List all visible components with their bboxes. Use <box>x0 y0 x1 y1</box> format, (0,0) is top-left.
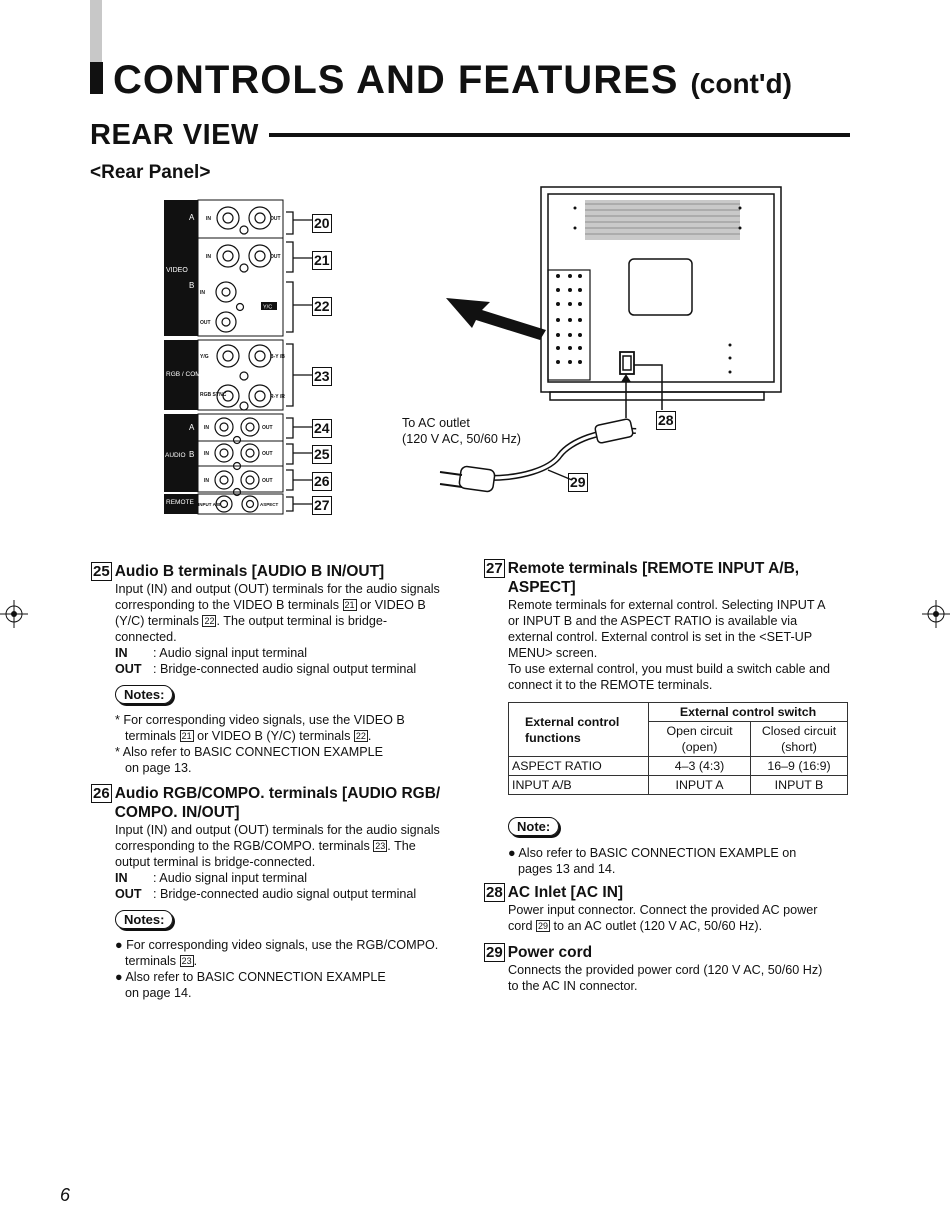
item-25-notes-label: Notes: <box>115 685 173 704</box>
item-25-heading <box>91 562 461 581</box>
page-title <box>90 58 792 102</box>
monitor-rear-illustration <box>400 180 790 500</box>
label-vb-in: IN <box>206 254 211 260</box>
callout-21: 21 <box>314 252 330 268</box>
th-switch: External control switch <box>649 703 848 722</box>
label-by: B-Y /B <box>270 354 285 360</box>
item-26-text-2: corresponding to the RGB/COMPO. terminals 23 . The <box>115 839 416 853</box>
label-yc: Y/C <box>263 304 273 311</box>
item-26-text-1: Input (IN) and output (OUT) terminals for the audio signals <box>115 823 440 837</box>
label-audio: AUDIO <box>165 452 186 459</box>
cell-open: 4–3 (4:3) <box>649 757 751 776</box>
item-26-out-def: OUT : Bridge-connected audio signal output terminal <box>115 887 417 901</box>
item-29-text-1: Connects the provided power cord (120 V AC, 50/60 Hz) <box>508 963 823 977</box>
item-29-number: 29 <box>486 944 503 961</box>
item-26-heading <box>91 784 461 822</box>
item-25-note-2: * Also refer to BASIC CONNECTION EXAMPLE <box>115 745 384 759</box>
item-27-heading <box>484 559 854 597</box>
cell-func: INPUT A/B <box>509 776 649 795</box>
th-open: Open circuit (open) <box>649 722 751 757</box>
callout-22: 22 <box>314 298 330 314</box>
page-number: 6 <box>60 1185 71 1205</box>
callout-23: 23 <box>314 368 330 384</box>
item-25-text-2: corresponding to the VIDEO B terminals 21 or VIDEO B <box>115 598 426 612</box>
item-27-note-1: ● Also refer to BASIC CONNECTION EXAMPLE on <box>508 846 797 860</box>
item-28-title: AC Inlet [AC IN] <box>507 884 624 901</box>
item-25-title: Audio B terminals [AUDIO B IN/OUT] <box>114 563 385 580</box>
item-29-heading <box>484 943 854 962</box>
item-25-out-def: OUT : Bridge-connected audio signal output terminal <box>115 662 417 676</box>
label-ab-in: IN <box>204 451 209 457</box>
label-aa-out: OUT <box>262 425 273 431</box>
label-input-ab: INPUT A/B <box>198 502 221 507</box>
item-25-text-4: connected. <box>115 630 177 644</box>
item-25-note-1: * For corresponding video signals, use the VIDEO B <box>115 713 405 727</box>
item-27-title: Remote terminals [REMOTE INPUT A/B, ASPECT] <box>507 560 800 596</box>
item-28-text-2: cord 29 to an AC outlet (120 V AC, 50/60 Hz). <box>508 919 763 933</box>
label-rgb-sync: RGB SYNC <box>200 392 227 398</box>
item-29 <box>484 943 854 994</box>
item-26-notes-label: Notes: <box>115 910 173 929</box>
item-27-number: 27 <box>486 560 503 577</box>
item-26-number: 26 <box>93 785 110 802</box>
item-27 <box>484 559 854 693</box>
label-va-in: IN <box>206 216 211 222</box>
callout-25: 25 <box>314 446 330 462</box>
label-ry: R-Y /R <box>270 394 285 400</box>
label-yg: Y/G <box>200 354 209 360</box>
callout-26: 26 <box>314 473 330 489</box>
item-27-note-label: Note: <box>508 817 559 836</box>
item-26-note-2: ● Also refer to BASIC CONNECTION EXAMPLE <box>115 970 386 984</box>
item-27-note-block <box>508 817 848 877</box>
item-26-text-3: output terminal is bridge-connected. <box>115 855 316 869</box>
label-ab-out: OUT <box>262 451 273 457</box>
item-25-in-def: IN : Audio signal input terminal <box>115 646 308 660</box>
item-27-text-1: Remote terminals for external control. Selecting INPUT A <box>508 598 826 612</box>
label-audio-b: B <box>189 450 195 459</box>
item-25-note-2b: on page 13. <box>125 761 192 775</box>
label-yc-in: IN <box>200 290 205 296</box>
cell-func: ASPECT RATIO <box>509 757 649 776</box>
item-26-note-2b: on page 14. <box>125 986 192 1000</box>
item-28-number: 28 <box>486 884 503 901</box>
th-functions: External control functions <box>509 703 649 757</box>
item-25 <box>91 562 461 776</box>
item-27-text-5: To use external control, you must build a switch cable and <box>508 662 831 676</box>
ac-outlet-line1: To AC outlet <box>402 416 470 430</box>
label-yc-out: OUT <box>200 320 211 326</box>
item-25-text-1: Input (IN) and output (OUT) terminals for the audio signals <box>115 582 440 596</box>
title-marker <box>90 62 103 94</box>
item-28-text-1: Power input connector. Connect the provided AC power <box>508 903 818 917</box>
label-ar-in: IN <box>204 478 209 484</box>
callout-24: 24 <box>314 420 330 436</box>
label-vb-out: OUT <box>270 254 281 260</box>
item-27-text-2: or INPUT B and the ASPECT RATIO is available via <box>508 614 798 628</box>
item-27-text-3: external control. External control is set in the <SET-UP <box>508 630 813 644</box>
label-aa-in: IN <box>204 425 209 431</box>
item-28 <box>484 883 854 934</box>
section-title: REAR VIEW <box>90 118 259 151</box>
callout-20: 20 <box>314 215 330 231</box>
item-26-in-def: IN : Audio signal input terminal <box>115 871 308 885</box>
item-25-text-3: (Y/C) terminals 22 . The output terminal is bridge- <box>115 614 388 628</box>
cell-closed: 16–9 (16:9) <box>751 757 848 776</box>
label-a: A <box>189 213 195 222</box>
table-row <box>509 757 848 776</box>
label-va-out: OUT <box>270 216 281 222</box>
item-28-heading <box>484 883 854 902</box>
label-b: B <box>189 281 195 290</box>
label-ar-out: OUT <box>262 478 273 484</box>
subsection-title: <Rear Panel> <box>90 162 211 183</box>
section-heading <box>90 115 850 155</box>
item-27-text-4: MENU> screen. <box>508 646 598 660</box>
ac-outlet-line2: (120 V AC, 50/60 Hz) <box>402 432 522 446</box>
item-29-text-2: to the AC IN connector. <box>508 979 638 993</box>
item-26-note-1b: terminals 23 . <box>125 954 198 968</box>
title-suffix: (cont'd) <box>690 68 792 99</box>
item-29-title: Power cord <box>507 944 593 961</box>
label-audio-a: A <box>189 423 195 432</box>
item-27-note-1b: pages 13 and 14. <box>518 862 616 876</box>
item-26-title: Audio RGB/COMPO. terminals [AUDIO RGB/ COMPO. IN/OUT] <box>114 785 441 821</box>
cell-open: INPUT A <box>649 776 751 795</box>
title-main: CONTROLS AND FEATURES <box>113 58 679 102</box>
rear-panel-terminals-diagram <box>160 198 340 518</box>
cell-closed: INPUT B <box>751 776 848 795</box>
external-control-table <box>508 702 848 795</box>
ac-outlet-label <box>402 415 521 447</box>
label-aspect: ASPECT <box>260 502 279 507</box>
label-remote: REMOTE <box>166 499 194 506</box>
registration-mark-right <box>922 600 950 628</box>
callout-27: 27 <box>314 497 330 513</box>
label-rgb-compo: RGB / COMPO. <box>166 371 212 378</box>
th-closed: Closed circuit (short) <box>751 722 848 757</box>
registration-mark-left <box>0 600 28 628</box>
item-25-note-1b: terminals 21 or VIDEO B (Y/C) terminals 22 . <box>125 729 372 743</box>
item-26-note-1: ● For corresponding video signals, use the RGB/COMPO. <box>115 938 439 952</box>
item-26 <box>91 784 461 1001</box>
top-grey-bar <box>90 0 102 62</box>
table-row <box>509 776 848 795</box>
label-video: VIDEO <box>166 267 188 274</box>
section-rule <box>269 133 850 137</box>
callout-28: 28 <box>658 412 674 428</box>
item-27-text-6: connect it to the REMOTE terminals. <box>508 678 713 692</box>
callout-29: 29 <box>570 474 586 490</box>
item-25-number: 25 <box>93 563 110 580</box>
